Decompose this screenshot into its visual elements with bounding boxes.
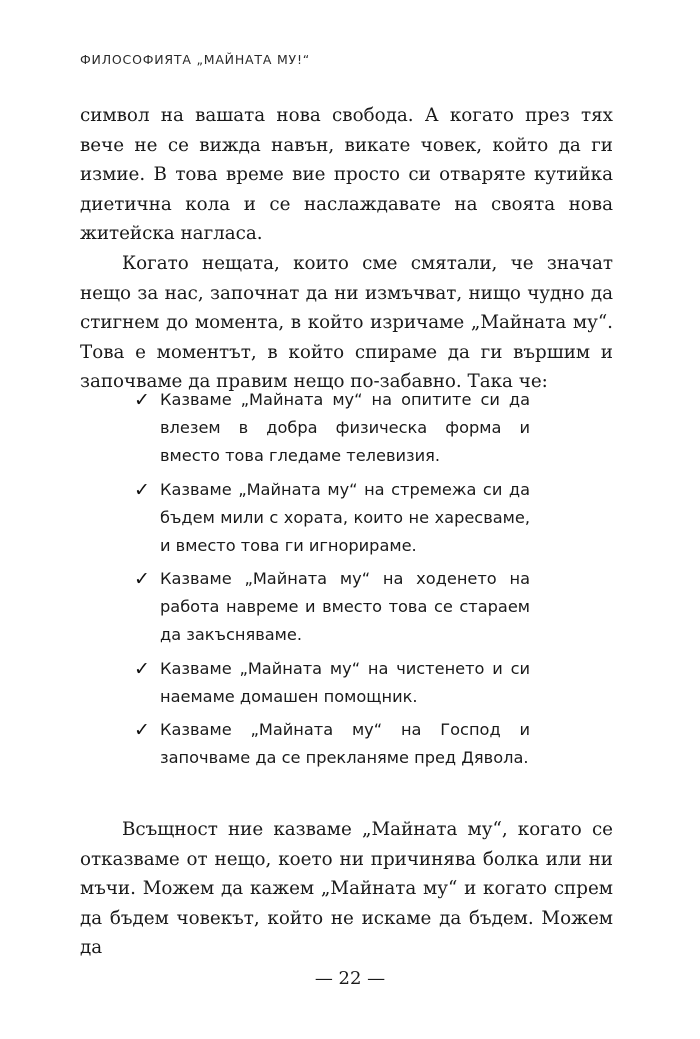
checkmark-icon: ✓: [134, 568, 150, 590]
checklist-item-text: Казваме „Майната му“ на ходенето на работа навреме и вместо това се стараем да закъсняваме.: [160, 569, 530, 644]
checklist-item: [134, 386, 530, 470]
checklist-item-text: Казваме „Майната му“ на опитите си да влезем в добра физическа форма и вместо това гледаме телевизия.: [160, 390, 530, 465]
checkmark-icon: ✓: [134, 719, 150, 741]
checklist-item: [134, 476, 530, 560]
paragraph: Всъщност ние казваме „Майната му“, когато се отказваме от нещо, което ни причинява болка или ни мъчи. Можем да кажем „Майната му“ и когато спрем да бъдем човекът, който не искаме да бъдем. Можем да: [80, 819, 613, 959]
checkmark-icon: ✓: [134, 389, 150, 411]
checklist-item-text: Казваме „Майната му“ на Господ и започваме да се прекланяме пред Дявола.: [160, 720, 530, 767]
running-head: ФИЛОСОФИЯТА „МАЙНАТА МУ!“: [80, 52, 311, 67]
checklist: [134, 386, 530, 778]
checklist-item: [134, 655, 530, 711]
checkmark-icon: ✓: [134, 657, 150, 680]
bottom-text-block: [80, 815, 613, 963]
paragraph-continued: символ на вашата нова свобода. А когато през тях вече не се вижда навън, викате човек, който да ги измие. В това време вие просто си отваряте кутийка диетична кола и се наслаждавате на своята нова житейска нагласа.: [80, 105, 613, 245]
page-number: — 22 —: [314, 968, 386, 989]
checklist-item-text: Казваме „Майната му“ на стремежа си да бъдем мили с хората, които не харесваме, и вместо това ги игнорираме.: [160, 479, 530, 555]
checklist-item: [134, 565, 530, 649]
checklist-item: [134, 716, 530, 772]
top-text-block: [80, 101, 613, 397]
checkmark-icon: ✓: [134, 478, 150, 501]
checklist-item-text: Казваме „Майната му“ на чистенето и си наемаме домашен помощник.: [160, 658, 530, 706]
paragraph: Когато нещата, които сме смятали, че значат нещо за нас, започнат да ни измъчват, нищо чудно да стигнем до момента, в който изричаме „Майната му“. Това е моментът, в който спираме да ги вършим и започваме да правим нещо по-забавно. Така че:: [80, 252, 613, 393]
